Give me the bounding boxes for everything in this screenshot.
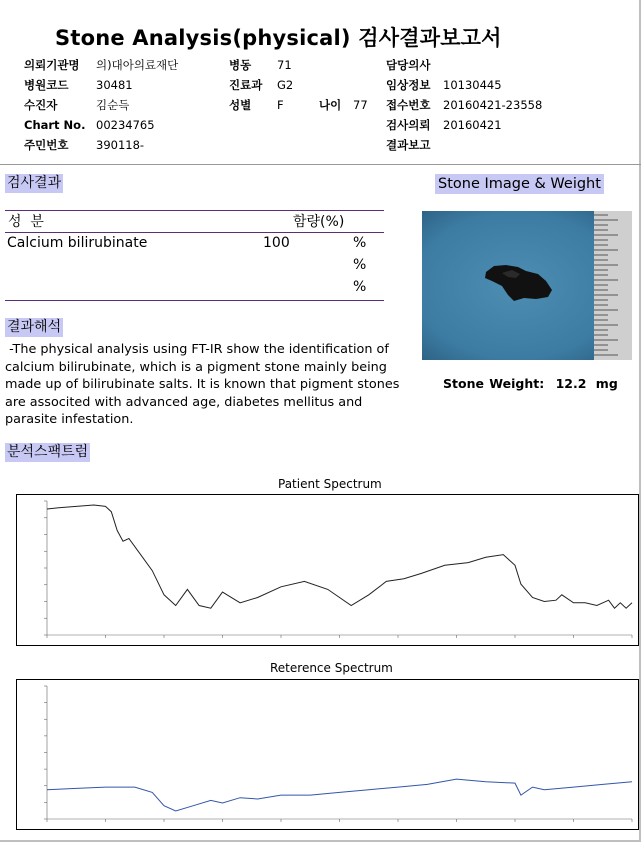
stone-weight bbox=[443, 376, 618, 391]
table-bottom-rule bbox=[5, 300, 384, 301]
spectrum-line bbox=[47, 505, 632, 608]
info-value: G2 bbox=[277, 78, 294, 92]
stone-heading: Stone Image & Weight bbox=[435, 174, 604, 194]
info-label: 병동 bbox=[229, 58, 252, 72]
reference-spectrum-title: Reterence Spectrum bbox=[270, 661, 393, 675]
info-label: 접수번호 bbox=[386, 98, 431, 112]
header-col2 bbox=[229, 58, 293, 118]
spectrum-heading: 분석스팩트럼 bbox=[7, 444, 89, 460]
header-col3 bbox=[386, 58, 542, 155]
info-label: 임상정보 bbox=[386, 78, 431, 92]
info-label: 담당의사 bbox=[386, 58, 431, 72]
info-value: 71 bbox=[277, 58, 292, 72]
chart-axis bbox=[47, 686, 632, 819]
report-title: Stone Analysis(physical) 검사결과보고서 bbox=[55, 26, 502, 50]
component-name: Calcium bilirubinate bbox=[7, 235, 148, 251]
info-value: 00234765 bbox=[96, 118, 155, 132]
component-unit: % bbox=[353, 235, 367, 251]
info-label: 의뢰기관명 bbox=[24, 58, 80, 72]
info-label: 진료과 bbox=[229, 78, 263, 92]
stone-weight-label: Stone Weight: bbox=[443, 376, 545, 391]
info-value: 20160421 bbox=[443, 118, 502, 132]
info-label: Chart No. bbox=[24, 118, 86, 132]
col-header-content: 함량(%) bbox=[293, 214, 345, 230]
header-age bbox=[319, 98, 368, 113]
stone-weight-unit: mg bbox=[595, 376, 618, 391]
info-value: 77 bbox=[353, 98, 368, 112]
component-unit: % bbox=[353, 257, 367, 273]
info-value: 30481 bbox=[96, 78, 133, 92]
info-label: 성별 bbox=[229, 98, 252, 112]
info-value: F bbox=[277, 98, 284, 112]
patient-spectrum-chart bbox=[16, 494, 639, 646]
component-value: 100 bbox=[263, 235, 290, 251]
info-label: 나이 bbox=[319, 98, 342, 112]
reference-spectrum-chart bbox=[16, 679, 639, 830]
interpretation-heading: 결과해석 bbox=[7, 319, 62, 335]
info-label: 검사의뢰 bbox=[386, 118, 431, 132]
info-value: 김순득 bbox=[96, 98, 130, 112]
interpretation-text: -The physical analysis using FT-IR show the identification of calcium bilirubinate, which is a pigment stone mainly being made up of bilirubinate salts. It is known that pigment stones are associted with advanced age, diabetes mellitus and parasite infestation. bbox=[5, 342, 404, 427]
info-value: 의)대아의료재단 bbox=[96, 58, 179, 72]
header-divider bbox=[0, 164, 641, 165]
col-header-component: 성 분 bbox=[8, 214, 44, 230]
patient-spectrum-title: Patient Spectrum bbox=[278, 477, 382, 491]
spectrum-line bbox=[47, 779, 632, 811]
result-heading: 검사결과 bbox=[7, 175, 62, 191]
info-value: 10130445 bbox=[443, 78, 502, 92]
header-col1 bbox=[24, 58, 178, 155]
info-label: 결과보고 bbox=[386, 138, 431, 152]
info-label: 수진자 bbox=[24, 98, 58, 112]
info-value: 390118- bbox=[96, 138, 145, 152]
info-value: 20160421-23558 bbox=[443, 98, 543, 112]
info-label: 병원코드 bbox=[24, 78, 69, 92]
info-label: 주민번호 bbox=[24, 138, 69, 152]
component-unit: % bbox=[353, 279, 367, 295]
stone-photo bbox=[422, 211, 632, 360]
chart-axis bbox=[47, 501, 632, 635]
table-header-rule bbox=[5, 232, 384, 233]
stone-weight-value: 12.2 bbox=[555, 376, 587, 391]
